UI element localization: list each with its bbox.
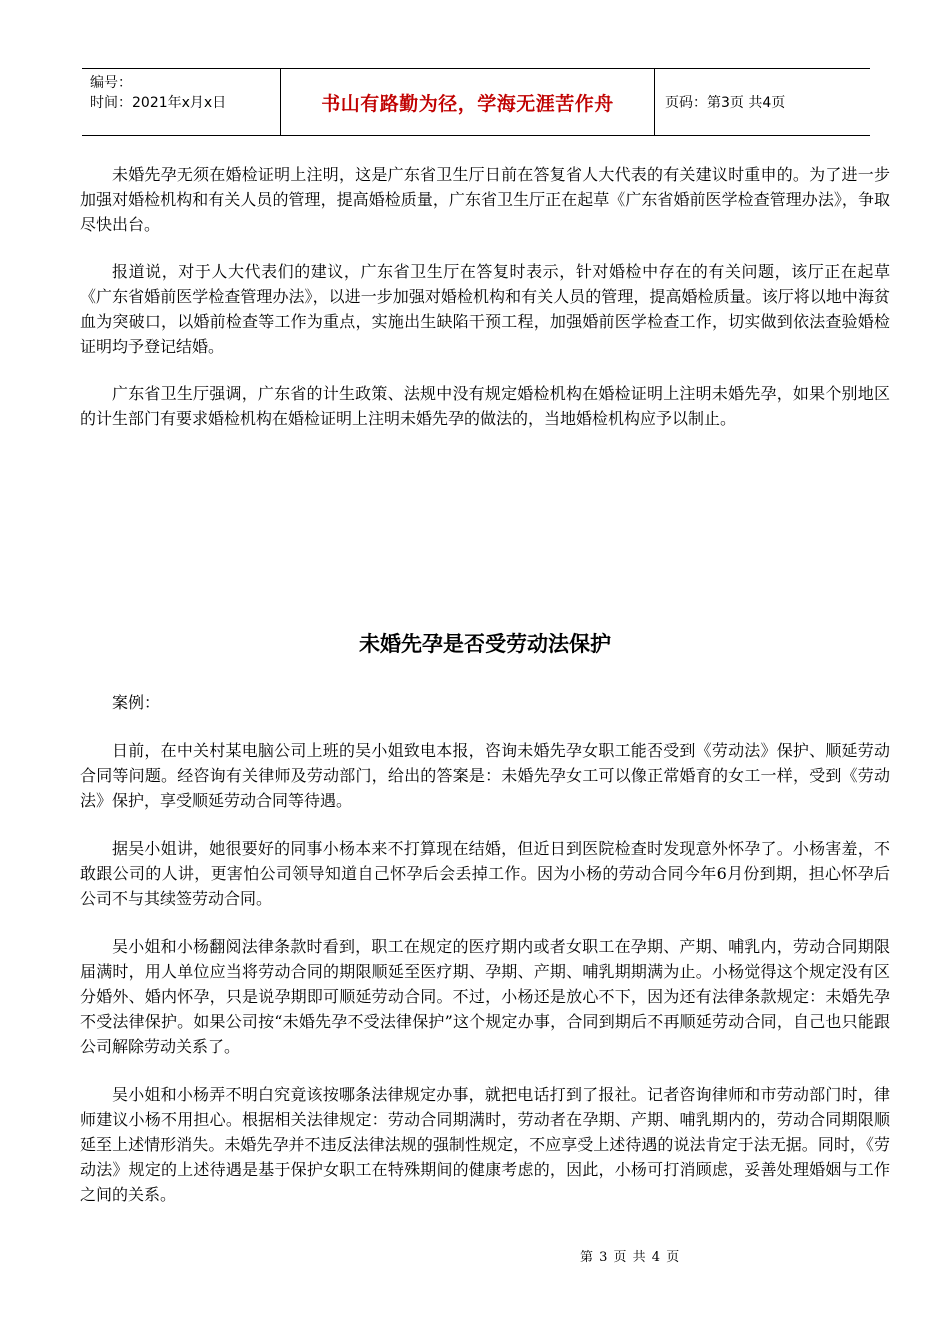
section-2 [80, 690, 890, 1207]
paragraph: 吴小姐和小杨弄不明白究竟该按哪条法律规定办事，就把电话打到了报社。记者咨询律师和市劳动部门时，律师建议小杨不用担心。根据相关法律规定：劳动合同期满时，劳动者在孕期、产期、哺乳期内的，劳动合同期限顺延至上述情形消失。未婚先孕并不违反法律法规的强制性规定，不应享受上述待遇的说法肯定于法无据。同时，《劳动法》规定的上述待遇是基于保护女职工在特殊期间的健康考虑的，因此，小杨可打消顾虑，妥善处理婚姻与工作之间的关系。 [80, 1085, 890, 1204]
section-1 [80, 162, 890, 431]
document-time: 时间：2021年x月x日 [90, 95, 227, 111]
paragraph: 案例： [112, 693, 161, 712]
paragraph: 据吴小姐讲，她很要好的同事小杨本来不打算现在结婚，但近日到医院检查时发现意外怀孕了。小杨害羞，不敢跟公司的人讲，更害怕公司领导知道自己怀孕后会丢掉工作。因为小杨的劳动合同今年6月份到期，担心怀孕后公司不与其续签劳动合同。 [80, 839, 890, 908]
paragraph: 广东省卫生厅强调，广东省的计生政策、法规中没有规定婚检机构在婚检证明上注明未婚先孕，如果个别地区的计生部门有要求婚检机构在婚检证明上注明未婚先孕的做法的，当地婚检机构应予以制止。 [80, 384, 890, 428]
header-table [82, 68, 870, 136]
paragraph: 报道说，对于人大代表们的建议，广东省卫生厅在答复时表示，针对婚检中存在的有关问题，该厅正在起草《广东省婚前医学检查管理办法》，以进一步加强对婚检机构和有关人员的管理，提高婚检质量。该厅将以地中海贫血为突破口，以婚前检查等工作为重点，实施出生缺陷干预工程，加强婚前医学检查工作，切实做到依法查验婚检证明均予登记结婚。 [80, 262, 890, 356]
article-title: 未婚先孕是否受劳动法保护 [359, 632, 611, 656]
header-motto: 书山有路勤为径，学海无涯苦作舟 [281, 69, 655, 135]
paragraph: 日前，在中关村某电脑公司上班的吴小姐致电本报，咨询未婚先孕女职工能否受到《劳动法》保护、顺延劳动合同等问题。经咨询有关律师及劳动部门，给出的答案是：未婚先孕女工可以像正常婚育的女工一样，受到《劳动法》保护，享受顺延劳动合同等待遇。 [80, 741, 890, 810]
header-page-info: 页码：第3页 共4页 [665, 95, 786, 111]
paragraph: 未婚先孕无须在婚检证明上注明，这是广东省卫生厅日前在答复省人大代表的有关建议时重申的。为了进一步加强对婚检机构和有关人员的管理，提高婚检质量，广东省卫生厅正在起草《广东省婚前医学检查管理办法》，争取尽快出台。 [80, 165, 890, 234]
header-meta [82, 69, 281, 135]
page-footer: 第 3 页 共 4 页 [580, 1250, 681, 1265]
document-number: 编号： [90, 75, 132, 91]
paragraph: 吴小姐和小杨翻阅法律条款时看到，职工在规定的医疗期内或者女职工在孕期、产期、哺乳内，劳动合同期限届满时，用人单位应当将劳动合同的期限顺延至医疗期、孕期、产期、哺乳期期满为止。小杨觉得这个规定没有区分婚外、婚内怀孕，只是说孕期即可顺延劳动合同。不过，小杨还是放心不下，因为还有法律条款规定：未婚先孕不受法律保护。如果公司按“未婚先孕不受法律保护”这个规定办事，合同到期后不再顺延劳动合同，自己也只能跟公司解除劳动关系了。 [80, 937, 890, 1056]
